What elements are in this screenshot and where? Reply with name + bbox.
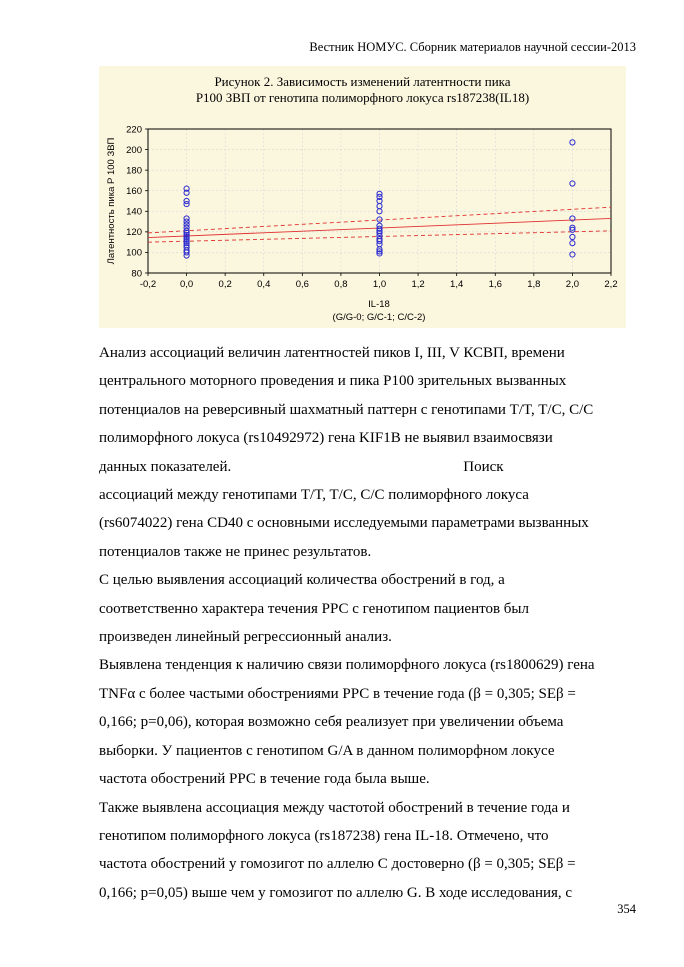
text-line: Выявлена тенденция к наличию связи полиморфного локуса (rs1800629) гена (99, 657, 595, 674)
text-line: 0,166; p=0,06), которая возможно себя реализует при увеличении объема (99, 714, 564, 731)
text-line: соответственно характера течения РРС с генотипом пациентов был (99, 600, 529, 617)
text-line: частота обострений у гомозигот по аллелю С достоверно (β = 0,305; SEβ = (99, 856, 576, 873)
y-tick-label: 220 (126, 124, 142, 136)
text-line: частота обострений РРС в течение года была выше. (99, 771, 430, 788)
text-line: Также выявлена ассоциация между частотой обострений в течение года и (99, 799, 570, 816)
x-tick-label: 0,2 (218, 279, 232, 290)
text-line: произведен линейный регрессионный анализ. (99, 629, 392, 646)
x-tick-label: -0,2 (139, 279, 157, 290)
text-line: (rs6074022) гена CD40 с основными исследуемыми параметрами вызванных (99, 515, 589, 532)
y-tick-label: 100 (126, 247, 142, 259)
axis-ticks (126, 124, 617, 290)
x-tick-label: 1,6 (488, 279, 502, 290)
y-tick-label: 120 (126, 227, 142, 239)
text-line: Анализ ассоциаций величин латентностей пиков I, III, V КСВП, времени (99, 345, 565, 361)
x-tick-label: 1,4 (450, 279, 464, 290)
y-tick-label: 160 (126, 186, 142, 198)
text-line: ассоциаций между генотипами T/T, T/C, C/C полиморфного локуса (99, 487, 529, 504)
x-tick-label: 0,6 (295, 279, 309, 290)
x-tick-label: 0,0 (179, 279, 194, 290)
text-line: С целью выявления ассоциаций количества обострений в год, а (99, 572, 505, 589)
y-tick-label: 180 (126, 165, 142, 177)
x-tick-label: 1,2 (411, 279, 425, 290)
text-line: данных показателей. (99, 458, 232, 475)
x-tick-label: 1,8 (527, 279, 541, 290)
figure-panel (99, 66, 626, 328)
x-tick-label: 0,4 (257, 279, 271, 290)
text-line: потенциалов также не принес результатов. (99, 543, 372, 560)
paragraph-1 (99, 339, 639, 481)
text-line: TNFα с более частыми обострениями РРС в течение года (β = 0,305; SEβ = (99, 685, 576, 702)
scatter-chart (99, 66, 626, 328)
text-line: Поиск (463, 458, 504, 475)
figure-caption-line-1: Рисунок 2. Зависимость изменений латентности пика (214, 74, 511, 89)
body-text (99, 339, 639, 907)
x-tick-label: 0,8 (334, 279, 348, 290)
text-line: полиморфного локуса (rs10492972) гена KIF1B не выявил взаимосвязи (99, 430, 553, 447)
paragraph-5 (99, 794, 639, 908)
text-line: потенциалов на реверсивный шахматный паттерн с генотипами T/T, T/C, C/C (99, 401, 594, 418)
x-axis-sublabel: (G/G-0; G/C-1; C/C-2) (332, 312, 426, 323)
paragraph-4 (99, 651, 639, 793)
y-tick-label: 200 (126, 144, 142, 156)
x-tick-label: 1,0 (372, 279, 387, 290)
paragraph-3 (99, 566, 639, 651)
text-line: генотипом полиморфного локуса (rs187238) гена IL-18. Отмечено, что (99, 827, 549, 844)
running-header: Вестник НОМУС. Сборник материалов научной сессии-2013 (309, 40, 636, 54)
y-axis-label: Латентность пика Р 100 ЗВП (106, 137, 117, 265)
x-tick-label: 2,0 (565, 279, 580, 290)
x-tick-label: 2,2 (604, 279, 618, 290)
text-line: центрального моторного проведения и пика Р100 зрительных вызванных (99, 373, 567, 390)
page-number: 354 (617, 902, 636, 916)
figure-caption-line-2: Р100 ЗВП от генотипа полиморфного локуса rs187238(IL18) (195, 90, 530, 105)
x-axis-label: IL-18 (368, 299, 390, 310)
text-line: выборки. У пациентов с генотипом G/A в данном полиморфном локусе (99, 742, 555, 759)
y-tick-label: 80 (131, 268, 142, 280)
paragraph-2 (99, 481, 639, 566)
text-line: 0,166; p=0,05) выше чем у гомозигот по аллелю G. В ходе исследования, с (99, 884, 573, 901)
grid-lines (148, 129, 611, 273)
y-tick-label: 140 (126, 206, 142, 218)
